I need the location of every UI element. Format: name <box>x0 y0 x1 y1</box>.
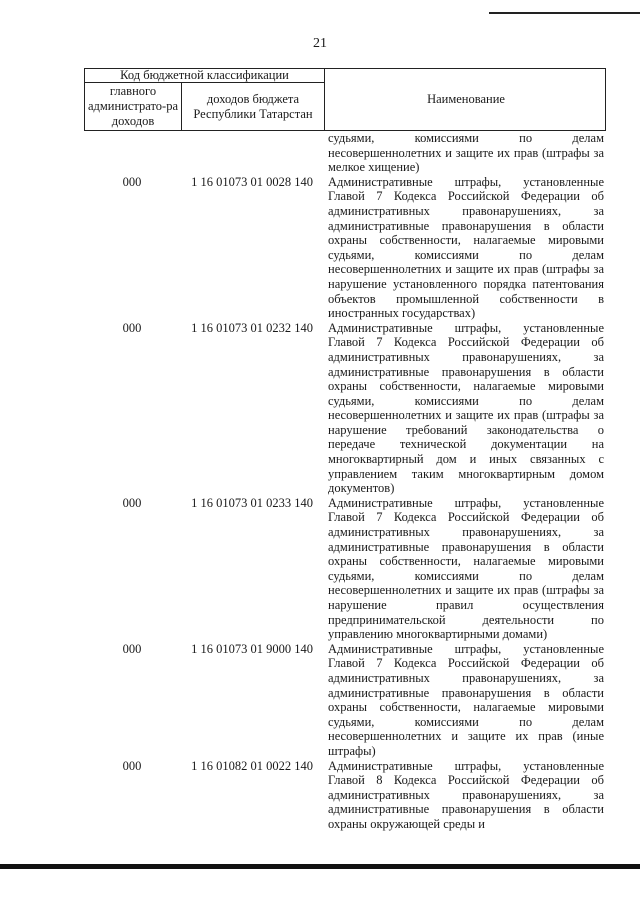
scan-bottom-band <box>0 864 640 869</box>
row-name: Административные штрафы, установленные Главой 7 Кодекса Российской Федерации об административных правонарушениях, за административные правонарушения в области охраны собственности, налагаемые мировыми судьями, комиссиями по делам несовершеннолетних и защите их прав (штрафы за нарушение правил осуществления предпринимательской деятельности по управлению многоквартирными домами) <box>328 495 604 642</box>
table-body <box>84 131 614 832</box>
row-income-code: 1 16 01073 01 0028 140 <box>191 174 313 189</box>
row-name: Административные штрафы, установленные Главой 7 Кодекса Российской Федерации об административных правонарушениях, за административные правонарушения в области охраны собственности, налагаемые мировыми судьями, комиссиями по делам несовершеннолетних и защите их прав (иные штрафы) <box>328 641 604 758</box>
row-income-code: 1 16 01082 01 0022 140 <box>191 758 313 773</box>
row-admin-code: 000 <box>122 174 142 189</box>
row-name: Административные штрафы, установленные Главой 7 Кодекса Российской Федерации об административных правонарушениях, за административные правонарушения в области охраны собственности, налагаемые мировыми судьями, комиссиями по делам несовершеннолетних и защите их прав (штрафы за нарушение требований законодательства о передаче технической документации на многоквартирный дом и иных связанных с управлением таким многоквартирным домом документов) <box>328 320 604 496</box>
table-row <box>84 642 614 759</box>
row-admin-code: 000 <box>122 495 142 510</box>
table-row <box>84 759 614 832</box>
header-name: Наименование <box>427 92 505 106</box>
row-name: Административные штрафы, установленные Главой 7 Кодекса Российской Федерации об административных правонарушениях, за административные правонарушения в области охраны собственности, налагаемые мировыми судьями, комиссиями по делам несовершеннолетних и защите их прав (штрафы за нарушение установленного порядка патентования объектов промышленной собственности в иностранных государствах) <box>328 174 604 321</box>
page-number: 21 <box>313 36 327 51</box>
row-name: судьями, комиссиями по делам несовершеннолетних и защите их прав (штрафы за мелкое хищение) <box>328 131 604 175</box>
table-row <box>84 321 614 496</box>
header-chief-administrator: главного администрато-ра доходов <box>87 84 179 128</box>
row-admin-code: 000 <box>122 641 142 656</box>
header-income-code: доходов бюджета Республики Татарстан <box>193 92 313 121</box>
top-rule <box>489 12 640 14</box>
row-admin-code: 000 <box>122 758 142 773</box>
table-header <box>84 68 606 131</box>
row-admin-code: 000 <box>122 320 142 335</box>
table-row-continuation <box>84 131 614 175</box>
row-income-code: 1 16 01073 01 0233 140 <box>191 495 313 510</box>
table-row <box>84 175 614 321</box>
row-name: Административные штрафы, установленные Главой 8 Кодекса Российской Федерации об административных правонарушениях, за административные правонарушения в области охраны окружающей среды и <box>328 758 604 831</box>
row-income-code: 1 16 01073 01 0232 140 <box>191 320 313 335</box>
header-budget-classification-code: Код бюджетной классификации <box>85 69 324 83</box>
row-income-code: 1 16 01073 01 9000 140 <box>191 641 313 656</box>
table-row <box>84 496 614 642</box>
